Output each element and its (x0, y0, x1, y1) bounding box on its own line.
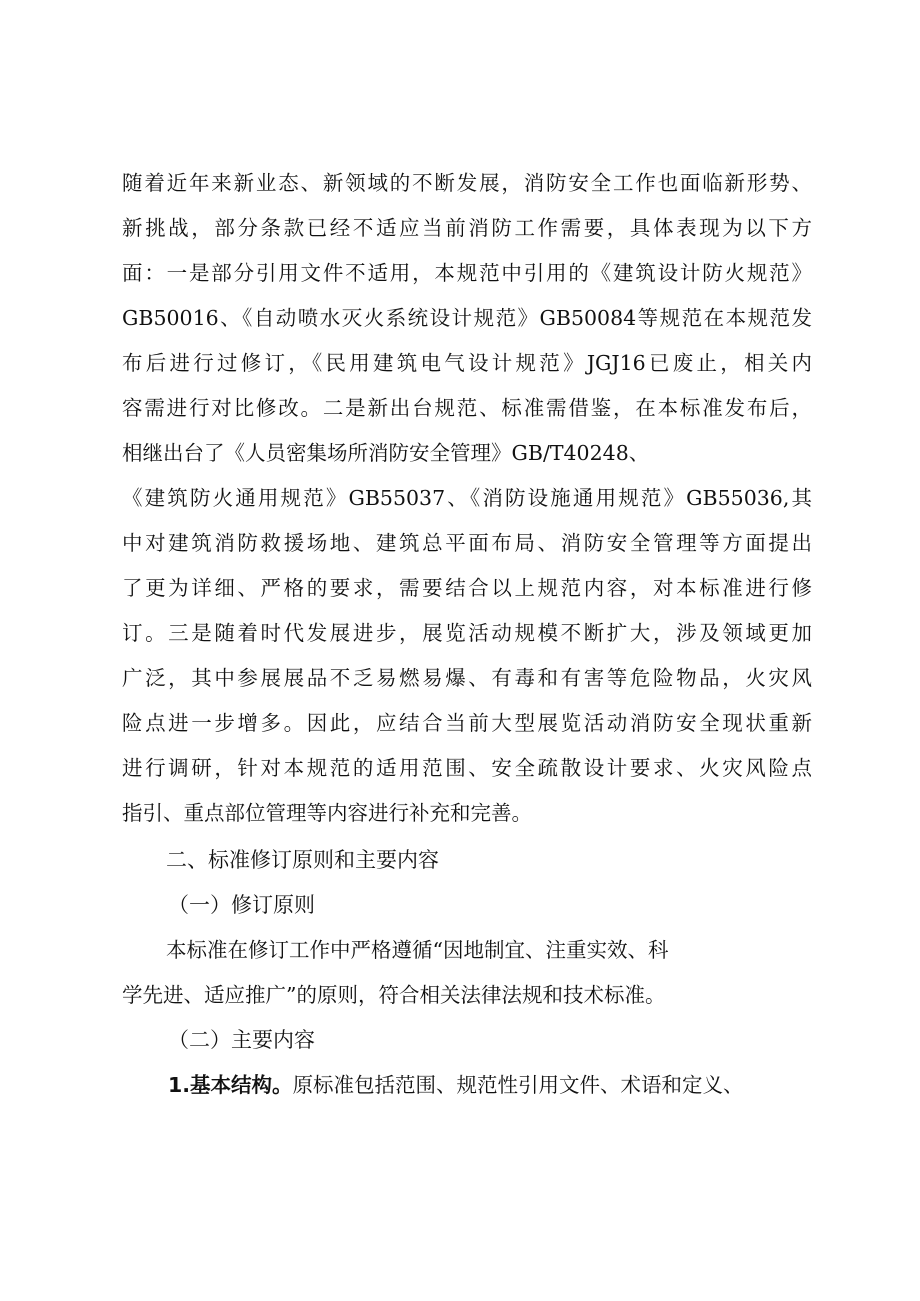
body-line-4: GB50016、《自动喷水灭火系统设计规范》GB50084等规范在本规范发 (122, 306, 812, 330)
subsection-heading-principles: （一）修订原则 (168, 893, 315, 917)
principles-line-1: 本标准在修订工作中严格遵循“因地制宜、注重实效、科 (166, 938, 669, 962)
item-1-lead: 1.基本结构。 (168, 1073, 293, 1097)
item-1-line (168, 1071, 744, 1099)
section-heading: 二、标准修订原则和主要内容 (166, 848, 439, 872)
body-line-15: 指引、重点部位管理等内容进行补充和完善。 (122, 801, 532, 825)
body-line-12: 广泛，其中参展展品不乏易燃易爆、有毒和有害等危险物品，火灾风 (122, 666, 812, 690)
body-line-14: 进行调研，针对本规范的适用范围、安全疏散设计要求、火灾风险点 (122, 756, 812, 780)
body-line-11: 订。三是随着时代发展进步，展览活动规模不断扩大，涉及领域更加 (122, 621, 812, 645)
body-line-13: 险点进一步增多。因此，应结合当前大型展览活动消防安全现状重新 (122, 711, 812, 735)
body-line-5: 布后进行过修订，《民用建筑电气设计规范》JGJ16已废止，相关内 (122, 351, 812, 375)
body-line-7: 相继出台了《人员密集场所消防安全管理》GB/T40248、 (122, 441, 650, 465)
body-line-1: 随着近年来新业态、新领域的不断发展，消防安全工作也面临新形势、 (122, 171, 812, 195)
body-line-8: 《建筑防火通用规范》GB55037、《消防设施通用规范》GB55036,其 (122, 486, 812, 510)
body-line-9: 中对建筑消防救援场地、建筑总平面布局、消防安全管理等方面提出 (122, 531, 812, 555)
body-line-2: 新挑战，部分条款已经不适应当前消防工作需要，具体表现为以下方 (122, 216, 812, 240)
body-line-10: 了更为详细、严格的要求，需要结合以上规范内容，对本标准进行修 (122, 576, 812, 600)
body-line-6: 容需进行对比修改。二是新出台规范、标准需借鉴，在本标准发布后， (122, 396, 812, 420)
principles-line-2: 学先进、适应推广”的原则，符合相关法律法规和技术标准。 (122, 983, 666, 1007)
item-1-text: 原标准包括范围、规范性引用文件、术语和定义、 (292, 1073, 744, 1097)
body-line-3: 面：一是部分引用文件不适用，本规范中引用的《建筑设计防火规范》 (122, 261, 812, 285)
subsection-heading-content: （二）主要内容 (168, 1028, 315, 1052)
